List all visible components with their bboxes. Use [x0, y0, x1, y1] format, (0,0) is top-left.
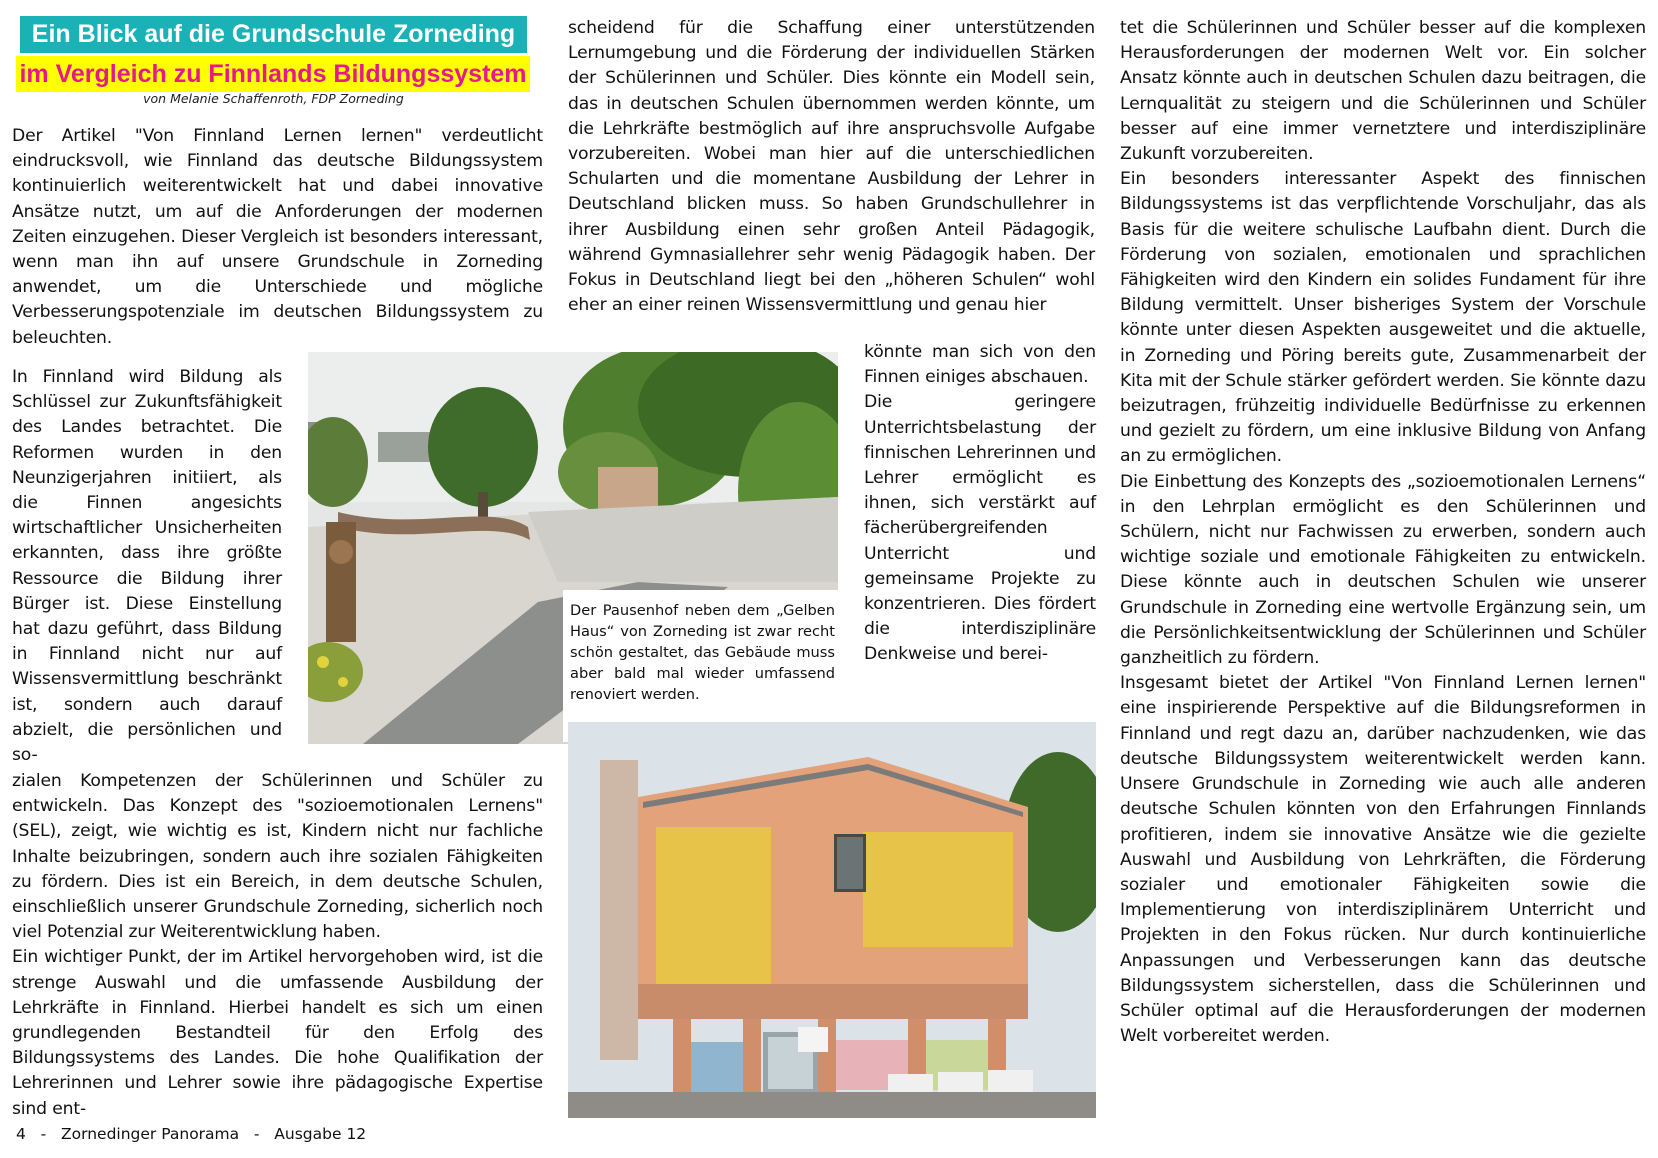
- col1-paragraph-4: Ein wichtiger Punkt, der im Artikel hervorgehoben wird, ist die strenge Auswahl und die umfassende Ausbildung der Lehrkräfte in Finnland. Hierbei handelt es sich um einen grundlegenden Bestandteil für den Erfolg des Bildungssystems des Landes. Die hohe Qualifikation der Lehrerinnen und Lehrer sowie ihre pädagogische Expertise sind ent-: [12, 947, 543, 1119]
- page-footer: 4 - Zornedinger Panorama - Ausgabe 12: [16, 1125, 367, 1143]
- col2-top: [568, 16, 1095, 318]
- title-line-1: Ein Blick auf die Grundschule Zorneding: [20, 16, 527, 53]
- school-building-photo: [568, 722, 1096, 1118]
- col1-top: [12, 124, 543, 351]
- col1-bottom: [12, 769, 543, 1122]
- col1-narrow: [12, 365, 282, 768]
- col2-paragraph-1: scheidend für die Schaffung einer unterstützenden Lernumgebung und die Förderung der individuellen Stärken der Schülerinnen und Schüler. Dies könnte ein Modell sein, das in deutschen Schulen übernommen werden könnte, um die Lehrkräfte bestmöglich auf ihre anspruchsvolle Aufgabe vorzubereiten. Wobei man hier auf die unterschiedlichen Schularten und die momentane Ausbildung der Lehrer in Deutschland blicken muss. So haben Grundschullehrer in ihrer Ausbildung einen sehr großen Anteil Pädagogik, während Gymnasiallehrer sehr wenig Pädagogik haben. Der Fokus in Deutschland liegt bei den „höheren Schulen“ wohl eher an einer reinen Wissensvermittlung und genau hier: [568, 18, 1095, 316]
- col1-paragraph-1: Der Artikel "Von Finnland Lernen lernen" verdeutlicht eindrucksvoll, wie Finnland das deutsche Bildungssystem kontinuierlich weiterentwickelt hat und dabei innovative Ansätze nutzt, um auf die Anforderungen der modernen Zeiten einzugehen. Dieser Vergleich ist besonders interessant, wenn man ihn auf unsere Grundschule in Zorneding anwendet, um die Unterschiede und mögliche Verbesserungspotenziale im deutschen Bildungssystem zu beleuchten.: [12, 126, 543, 348]
- col2-narrow: [864, 340, 1096, 668]
- title-line-2: im Vergleich zu Finnlands Bildungssystem: [16, 56, 530, 92]
- col3-paragraph-1: tet die Schülerinnen und Schüler besser auf die komplexen Herausforderungen der modernen Welt vor. Ein solcher Ansatz könnte auch in deutschen Schulen dazu beitragen, die Lernqualität zu steigern und die Schülerinnen und Schüler besser auf eine immer vernetztere und interdisziplinäre Zukunft vorzubereiten.: [1120, 18, 1646, 165]
- col1-paragraph-3: zialen Kompetenzen der Schülerinnen und Schüler zu entwickeln. Das Konzept des "sozioemotionalen Lernens" (SEL), zeigt, wie wichtig es ist, Kindern nicht nur fachliche Inhalte beizubringen, sondern auch ihre sozialen Fähigkeiten zu fördern. Dies ist ein Bereich, in dem deutsche Schulen, einschließlich unserer Grundschule Zorneding, sicherlich noch viel Potenzial zur Weiterentwicklung haben.: [12, 771, 543, 943]
- photo-caption: Der Pausenhof neben dem „Gelben Haus“ von Zorneding ist zwar recht schön gestaltet, das Gebäude muss aber bald mal wieder umfassend renoviert werden.: [570, 602, 835, 703]
- col2-paragraph-2: könnte man sich von den Finnen einiges abschauen.: [864, 342, 1096, 388]
- col3-paragraph-2: Ein besonders interessanter Aspekt des finnischen Bildungssystems ist das verpflichtende Vorschuljahr, das als Basis für die weitere schulische Laufbahn dient. Durch die Förderung von sozialen, emotionalen und sprachlichen Fähigkeiten wird den Kindern ein solides Fundament für ihre Bildung vermittelt. Unser bisheriges System der Vorschule könnte unter diesen Aspekten ausgeweitet und die aktuelle, in Zorneding und Pöring bereits gute, Zusammenarbeit der Kita mit der Schule stärker gefördert werden. Sie könnte dazu beizutragen, frühzeitig individuelle Bedürfnisse zu erkennen und gezielt zu fördern, um eine inklusive Bildung von Anfang an zu ermöglichen.: [1120, 169, 1646, 467]
- byline: von Melanie Schaffenroth, FDP Zorneding: [143, 91, 404, 106]
- col3-paragraph-3: Die Einbettung des Konzepts des „sozioemotionalen Lernens“ in den Lehrplan ermöglicht es den Schülerinnen und Schülern, nicht nur Fachwissen zu erwerben, sondern auch wichtige soziale und emotionale Fähigkeiten zu entwickeln. Diese könnte auch in deutschen Schulen wie unserer Grundschule in Zorneding eine wertvolle Ergänzung sein, um die Persönlichkeitsentwicklung der Schülerinnen und Schüler ganzheitlich zu fördern.: [1120, 471, 1646, 669]
- col2-paragraph-3: Die geringere Unterrichtsbelastung der finnischen Lehrerinnen und Lehrer ermöglicht es ihnen, sich verstärkt auf fächerübergreifenden Unterricht und gemeinsame Projekte zu konzentrieren. Dies fördert die interdisziplinäre Denkweise und berei-: [864, 392, 1096, 665]
- col1-paragraph-2: In Finnland wird Bildung als Schlüssel zur Zukunftsfähigkeit des Landes betrachtet. Die Reformen wurden in den Neunzigerjahren initiiert, als die Finnen angesichts wirtschaftlicher Unsicherheiten erkannten, dass ihre größte Ressource die Bildung ihrer Bürger ist. Diese Einstellung hat dazu geführt, dass Bildung in Finnland nicht nur auf Wissensvermittlung beschränkt ist, sondern auch darauf abzielt, die persönlichen und so-: [12, 367, 282, 766]
- col3-paragraph-4: Insgesamt bietet der Artikel "Von Finnland Lernen lernen" eine inspirierende Perspektive auf die Bildungsreformen in Finnland und regt dazu an, darüber nachzudenken, wie das deutsche Bildungssystem weiterentwickelt werden kann. Unsere Grundschule in Zorneding wie auch alle anderen deutsche Schulen könnten von den Erfahrungen Finnlands profitieren, indem sie innovative Ansätze wie die gezielte Auswahl und Ausbildung von Lehrkräften, die Förderung sozialer und emotionaler Fähigkeiten sowie die Implementierung von interdisziplinärem Unterricht und Projekten in den Fokus rücken. Nur durch kontinuierliche Anpassungen und Verbesserungen kann das deutsche Bildungssystem sicherstellen, dass die Schülerinnen und Schüler optimal auf die Herausforderungen der modernen Welt vorbereitet werden.: [1120, 673, 1646, 1047]
- col3: [1120, 16, 1646, 1049]
